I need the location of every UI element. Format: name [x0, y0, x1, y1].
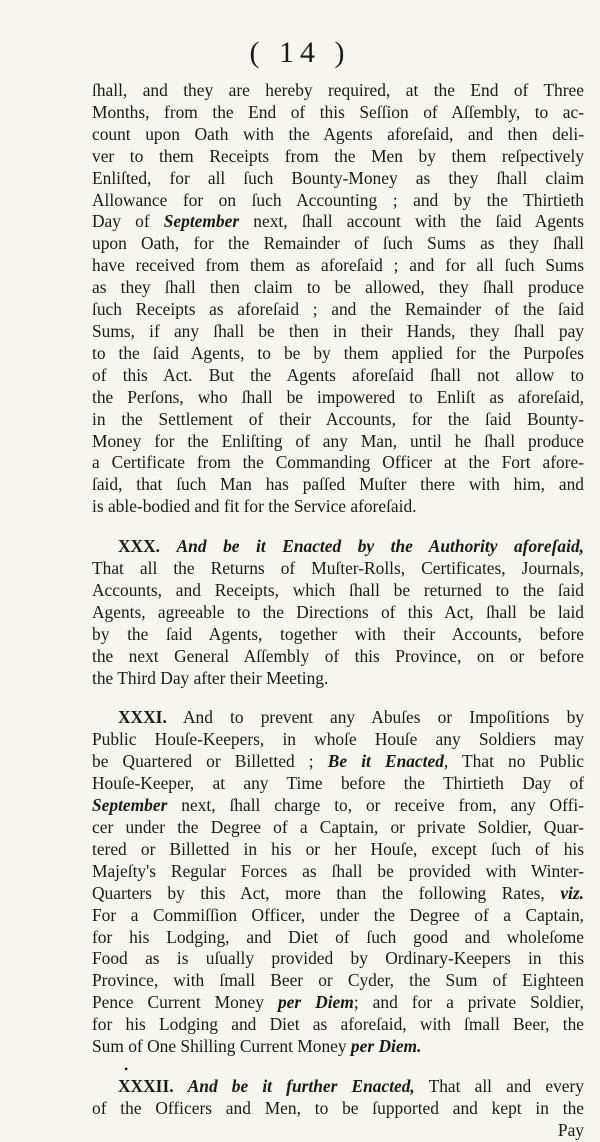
section-numeral: XXXII.	[118, 1075, 174, 1096]
text-line: by the ſaid Agents, together with their Accounts, before	[92, 623, 584, 644]
text-line: for his Lodging and Diet as aforeſaid, with ſmall Beer, the	[92, 1014, 584, 1035]
italic-month: September	[163, 211, 240, 232]
text-line: ſhall, and they are hereby required, at the End of Three	[92, 80, 584, 100]
text-line: That all the Returns of Muſter-Rolls, Certificates, Journals,	[92, 558, 584, 579]
text-line: cer under the Degree of a Captain, or private Soldier, Quar-	[92, 817, 584, 837]
enacting-clause: And be it further Enacted,	[187, 1075, 415, 1096]
section-heading-line: XXXII. And be it further Enacted, That all and every	[118, 1075, 584, 1096]
text-line: in the Settlement of their Accounts, for the ſaid Bounty-	[92, 408, 584, 429]
text-line: ſuch Receipts as aforeſaid ; and the Remainder of the ſaid	[92, 299, 584, 320]
section-numeral: XXXI.	[118, 707, 167, 728]
paragraph-continuation	[92, 80, 584, 518]
text-line: ſaid, that ſuch Man has paſſed Muſter there with him, and	[92, 474, 584, 495]
italic-per-diem: per Diem.	[350, 1036, 422, 1057]
text-line: Houſe-Keeper, at any Time before the Thirtieth Day of	[92, 773, 584, 794]
text-line: for his Lodging, and Diet of ſuch good and wholeſome	[92, 926, 584, 947]
text-line: of this Act. But the Agents aforeſaid ſhall not allow to	[92, 364, 584, 385]
text-line: September next, ſhall charge to, or receive from, any Offi-	[92, 795, 584, 816]
body-text	[92, 80, 584, 1142]
text-line: is able-bodied and fit for the Service aforeſaid.	[92, 496, 417, 517]
text-line: ver to them Receipts from the Men by them reſpectively	[92, 145, 584, 166]
text-line: the Third Day after their Meeting.	[92, 667, 329, 688]
page-number: ( 14 )	[249, 36, 351, 69]
text-line: Enliſted, for all ſuch Bounty-Money as they ſhall claim	[92, 167, 584, 188]
italic-per-diem: per Diem	[277, 992, 354, 1013]
text-line: a Certificate from the Commanding Officer at the Fort afore-	[92, 452, 584, 473]
section-xxx	[92, 536, 584, 689]
enacting-clause: Be it Enacted	[327, 751, 444, 772]
italic-month: September	[92, 795, 168, 816]
text-line: upon Oath, for the Remainder of ſuch Sums as they ſhall	[92, 233, 584, 254]
text-line: Majeſty's Regular Forces as ſhall be provided with Winter-	[92, 860, 584, 881]
text-line: Day of September next, ſhall account with the ſaid Agents	[92, 211, 584, 232]
text-line: to the ſaid Agents, to be by them applied for the Purpoſes	[92, 342, 584, 363]
text-line: the Perſons, who ſhall be impowered to Enliſt as aforeſaid,	[92, 386, 584, 407]
enacting-clause: And be it Enacted by the Authority aforeſaid,	[176, 536, 584, 557]
text-line: Public Houſe-Keepers, in whoſe Houſe any Soldiers may	[92, 729, 584, 750]
text-line: the next General Aſſembly of this Province, on or before	[92, 645, 584, 666]
text-line: Province, with ſmall Beer or Cyder, the Sum of Eighteen	[92, 970, 584, 991]
text-line: Food as is uſually provided by Ordinary-Keepers in this	[92, 948, 584, 969]
text-line: tered or Billetted in his or her Houſe, except ſuch of his	[92, 838, 584, 859]
text-line: Pence Current Money per Diem; and for a private Soldier,	[92, 992, 584, 1013]
section-heading-line: XXXI. And to prevent any Abuſes or Impoſitions by	[118, 707, 584, 728]
text-line: Accounts, and Receipts, which ſhall be returned to the ſaid	[92, 579, 584, 600]
section-xxxii	[92, 1076, 584, 1142]
section-heading-line	[92, 536, 584, 558]
text-line: Agents, agreeable to the Directions of this Act, ſhall be laid	[92, 601, 584, 622]
text-line: Quarters by this Act, more than the following Rates, viz.	[92, 882, 584, 903]
italic-viz: viz.	[560, 882, 584, 903]
text-line: be Quartered or Billetted ; Be it Enacted, That no Public	[92, 751, 585, 772]
text-line: count upon Oath with the Agents aforeſaid, and then deli-	[92, 123, 584, 144]
text-line: as they ſhall then claim to be allowed, they ſhall produce	[92, 277, 584, 298]
text-line: Months, from the End of this Seſſion of Aſſembly, to ac-	[92, 101, 584, 122]
stray-mark: •	[124, 1062, 129, 1076]
text-line: have received from them as aforeſaid ; and for all ſuch Sums	[92, 255, 584, 276]
text-line: Money for the Enliſting of any Man, until he ſhall produce	[92, 430, 584, 451]
catchword: Pay	[557, 1119, 584, 1140]
text-line: of the Officers and Men, to be ſupported and kept in the	[92, 1097, 584, 1118]
text-line: Allowance for on ſuch Accounting ; and by the Thirtieth	[92, 189, 584, 210]
section-xxxi	[92, 707, 584, 1058]
text-line: Sums, if any ſhall be then in their Hands, they ſhall pay	[92, 320, 584, 341]
section-numeral: XXX.	[118, 536, 161, 557]
text-line: For a Commiſſion Officer, under the Degree of a Captain,	[92, 904, 584, 925]
text-line: Sum of One Shilling Current Money per Diem.	[92, 1036, 422, 1057]
